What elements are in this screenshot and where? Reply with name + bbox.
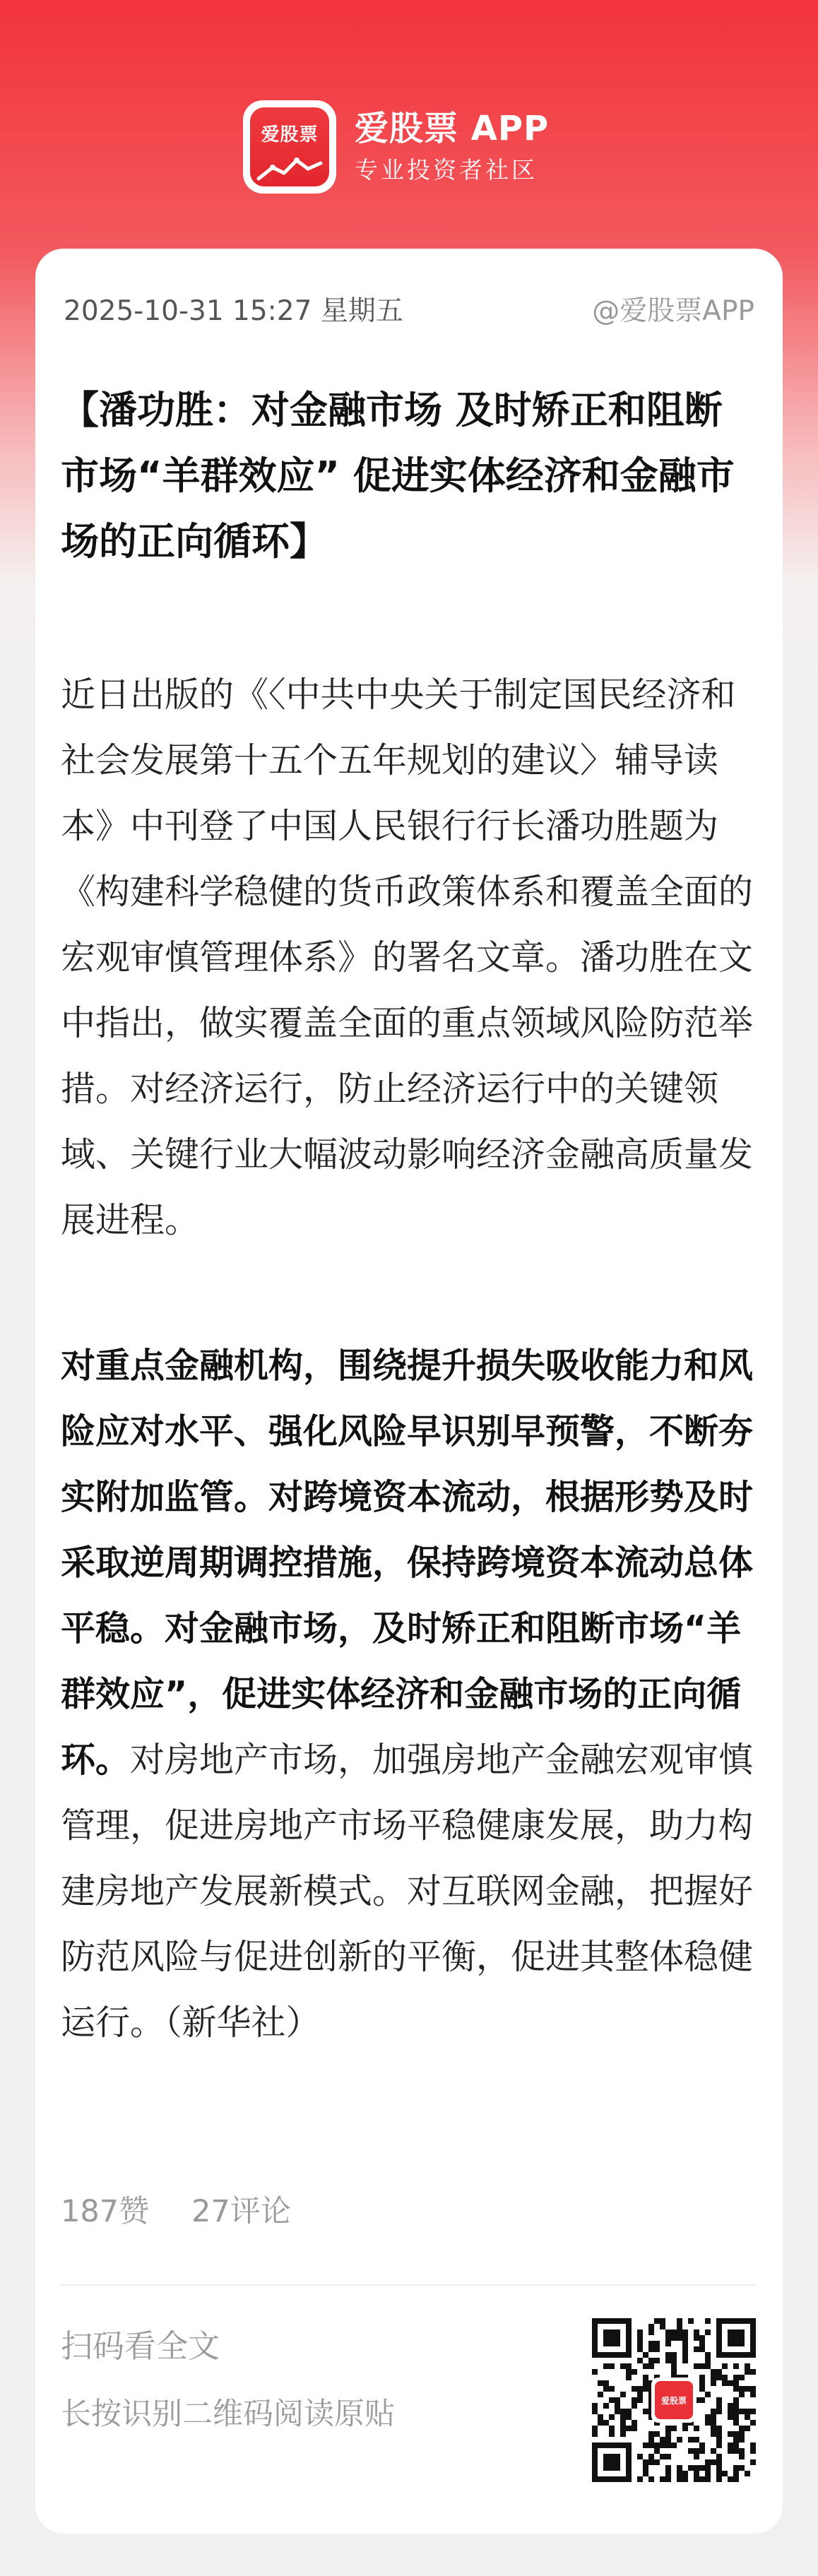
post-stats [61, 2188, 291, 2231]
app-slogan: 专业投资者社区 [355, 156, 538, 184]
post-datetime: 2025-10-31 15:27 星期五 [64, 295, 403, 327]
post-paragraph-2-normal: 对房地产市场，加强房地产金融宏观审慎管理，促进房地产市场平稳健康发展，助力构建房地产发展新模式。对互联网金融，把握好防范风险与促进创新的平衡，促进其整体稳健运行。（新华社） [61, 1740, 754, 2043]
post-paragraph-2 [61, 1333, 760, 2055]
app-brand-header [243, 97, 596, 196]
app-name: 爱股票 APP [355, 109, 550, 148]
post-meta [64, 291, 754, 326]
post-paragraph-2-bold: 对重点金融机构，围绕提升损失吸收能力和风险应对水平、强化风险早识别早预警，不断夯实附加监管。对跨境资本流动，根据形势及时采取逆周期调控措施，保持跨境资本流动总体平稳。对金融市场，及时矫正和阻断市场“羊群效应”，促进实体经济和金融市场的正向循环。 [61, 1346, 754, 1780]
post-source[interactable]: @爱股票APP [592, 295, 754, 327]
app-logo-text: 爱股票 [261, 124, 319, 146]
qr-center-label: 爱股票 [655, 2381, 693, 2419]
comments-count[interactable]: 27评论 [191, 2194, 291, 2229]
divider [61, 2284, 757, 2286]
likes-count[interactable]: 187赞 [61, 2194, 150, 2229]
chart-line-icon [256, 152, 324, 186]
post-card [35, 249, 783, 2534]
qr-center-logo [651, 2378, 697, 2423]
qr-title: 扫码看全文 [61, 2327, 220, 2365]
post-title: 【潘功胜：对金融市场 及时矫正和阻断市场“羊群效应” 促进实体经济和金融市场的正向循环】 [61, 388, 735, 564]
post-paragraph-1: 近日出版的《〈中共中央关于制定国民经济和社会发展第十五个五年规划的建议〉辅导读本》中刊登了中国人民银行行长潘功胜题为《构建科学稳健的货币政策体系和覆盖全面的宏观审慎管理体系》的署名文章。潘功胜在文中指出，做实覆盖全面的重点领域风险防范举措。对经济运行，防止经济运行中的关键领域、关键行业大幅波动影响经济金融高质量发展进程。 [61, 675, 754, 1240]
app-logo [243, 100, 336, 194]
qr-prompt [61, 2318, 395, 2443]
qr-code[interactable] [592, 2318, 756, 2482]
qr-subtitle: 长按识别二维码阅读原贴 [61, 2397, 395, 2432]
